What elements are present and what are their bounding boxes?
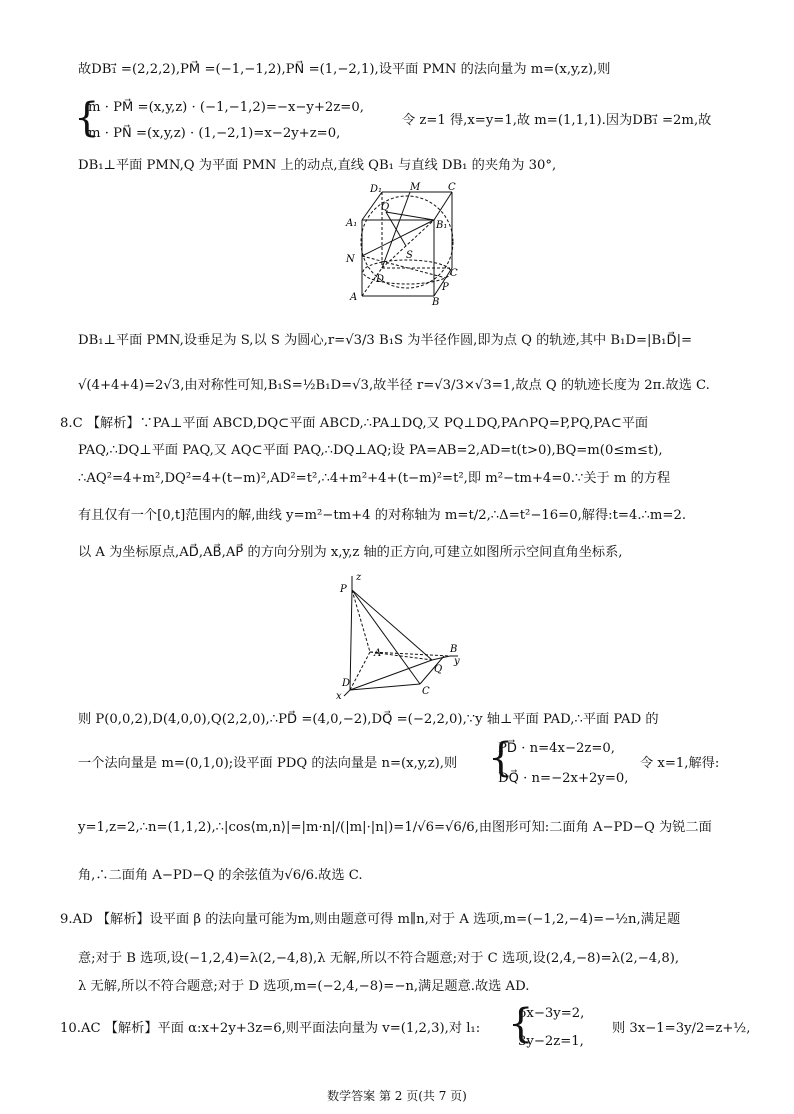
- equation-line: PD⃗ · n=4x−2z=0,: [498, 741, 615, 756]
- label-C2: C: [450, 268, 458, 279]
- question-8-line: 令 x=1,解得:: [640, 756, 720, 771]
- question-8-line: 以 A 为坐标原点,AD⃗,AB⃗,AP⃗ 的方向分别为 x,y,z 轴的正方向,可建立如图所示空间直角坐标系,: [78, 545, 623, 560]
- circle: [361, 196, 453, 288]
- system-brace: {: [488, 735, 514, 781]
- label-B: B: [450, 644, 458, 655]
- system-brace: {: [74, 95, 100, 141]
- page-footer: 数学答案 第 2 页(共 7 页): [327, 1089, 467, 1103]
- label-y: y: [454, 656, 460, 667]
- question-9-line: 意;对于 B 选项,设(−1,2,4)=λ(2,−4,8),λ 无解,所以不符合题意;对于 C 选项,设(2,4,−8)=λ(2,−4,8),: [78, 951, 680, 966]
- label-M: M: [410, 182, 421, 193]
- equation-line: DQ⃗ · n=−2x+2y=0,: [498, 771, 629, 786]
- equation-line: 3y−2z=1,: [518, 1034, 584, 1049]
- edge: [352, 590, 420, 684]
- cube-figure: [340, 180, 470, 306]
- question-9-line: 9.AD 【解析】设平面 β 的法向量可能为m,则由题意可得 m∥n,对于 A 选项,m=(−1,2,−4)=−½n,满足题: [60, 912, 681, 927]
- edge: [350, 590, 352, 690]
- label-Q: Q: [381, 202, 390, 213]
- text-line: 故DB₁⃗ =(2,2,2),PM⃗ =(−1,−1,2),PN⃗ =(1,−2,1),设平面 PMN 的法向量为 m=(x,y,z),则: [78, 62, 611, 77]
- edge: [434, 192, 452, 220]
- label-C: C: [422, 686, 430, 697]
- equation-line: 6x−3y=2,: [518, 1006, 585, 1021]
- label-D: D: [342, 678, 351, 689]
- system-brace: {: [508, 1001, 534, 1047]
- pyramid-figure: [334, 572, 474, 700]
- label-P: P: [340, 584, 347, 595]
- question-8-line: y=1,z=2,∴n=(1,1,2),∴|cos⟨m,n⟩|=|m·n|/(|m|·|n|)=1/√6=√6/6,由图形可知:二面角 A−PD−Q 为锐二面: [78, 820, 712, 835]
- text-line: DB₁⊥平面 PMN,Q 为平面 PMN 上的动点,直线 QB₁ 与直线 DB₁ 的夹角为 30°,: [78, 158, 557, 173]
- label-N: N: [346, 254, 355, 265]
- label-A1: A₁: [346, 218, 358, 229]
- edge: [352, 590, 370, 652]
- label-D: D: [376, 274, 385, 285]
- edge: [350, 684, 420, 690]
- question-8-line: PAQ,∴DQ⊥平面 PAQ,又 AQ⊂平面 PAQ,∴DQ⊥AQ;设 PA=AB=2,AD=t(t>0),BQ=m(0≤m≤t),: [78, 443, 663, 458]
- label-P: P: [442, 282, 449, 293]
- question-8-line: ∴AQ²=4+m²,DQ²=4+(t−m)²,AD²=t²,∴4+m²+4+(t−m)²=t²,即 m²−tm+4=0.∵关于 m 的方程: [78, 471, 671, 486]
- text-line: 令 z=1 得,x=y=1,故 m=(1,1,1).因为DB₁⃗ =2m,故: [402, 113, 712, 128]
- label-S: S: [406, 250, 413, 261]
- question-10-line: 则 3x−1=3y/2=z+½,: [612, 1021, 751, 1036]
- x-axis: [344, 690, 350, 696]
- question-8-line: 一个法向量是 m=(0,1,0);设平面 PDQ 的法向量是 n=(x,y,z),则: [78, 756, 458, 771]
- label-Q: Q: [434, 664, 443, 675]
- question-10-line: 10.AC 【解析】平面 α:x+2y+3z=6,则平面法向量为 v=(1,2,3),对 l₁:: [60, 1021, 481, 1036]
- label-B: B: [432, 297, 440, 306]
- segment: [386, 212, 434, 220]
- question-8-line: 8.C 【解析】∵PA⊥平面 ABCD,DQ⊂平面 ABCD,∴PA⊥DQ,又 PQ⊥DQ,PA∩PQ=P,PQ,PA⊂平面: [60, 416, 649, 431]
- segment: [386, 212, 406, 246]
- label-C: C: [448, 182, 456, 193]
- label-B1: B₁: [436, 220, 448, 231]
- label-z: z: [356, 572, 362, 583]
- text-line: DB₁⊥平面 PMN,设垂足为 S,以 S 为圆心,r=√3/3 B₁S 为半径作圆,即为点 Q 的轨迹,其中 B₁D=|B₁D⃗|=: [78, 333, 693, 348]
- question-8-line: 有且仅有一个[0,t]范围内的解,曲线 y=m²−tm+4 的对称轴为 m=t/2,∴Δ=t²−16=0,解得:t=4.∴m=2.: [78, 508, 687, 523]
- label-x: x: [336, 691, 342, 700]
- equation-line: m · PN⃗ =(x,y,z) · (1,−2,1)=x−2y+z=0,: [88, 126, 341, 141]
- label-D1: D₁: [370, 184, 383, 195]
- edge: [352, 590, 432, 660]
- equation-line: m · PM⃗ =(x,y,z) · (−1,−1,2)=−x−y+2z=0,: [88, 100, 364, 115]
- edge: [350, 660, 432, 690]
- label-A: A: [350, 292, 358, 303]
- label-A: A: [374, 648, 382, 659]
- question-8-line: 则 P(0,0,2),D(4,0,0),Q(2,2,0),∴PD⃗ =(4,0,−2),DQ⃗ =(−2,2,0),∵y 轴⊥平面 PAD,∴平面 PAD 的: [78, 712, 659, 727]
- question-9-line: λ 无解,所以不符合题意;对于 D 选项,m=(−2,4,−8)=−n,满足题意.故选 AD.: [78, 979, 530, 994]
- question-8-line: 角,∴二面角 A−PD−Q 的余弦值为√6/6.故选 C.: [78, 868, 363, 883]
- text-line: √(4+4+4)=2√3,由对称性可知,B₁S=½B₁D=√3,故半径 r=√3/3×√3=1,故点 Q 的轨迹长度为 2π.故选 C.: [78, 378, 710, 393]
